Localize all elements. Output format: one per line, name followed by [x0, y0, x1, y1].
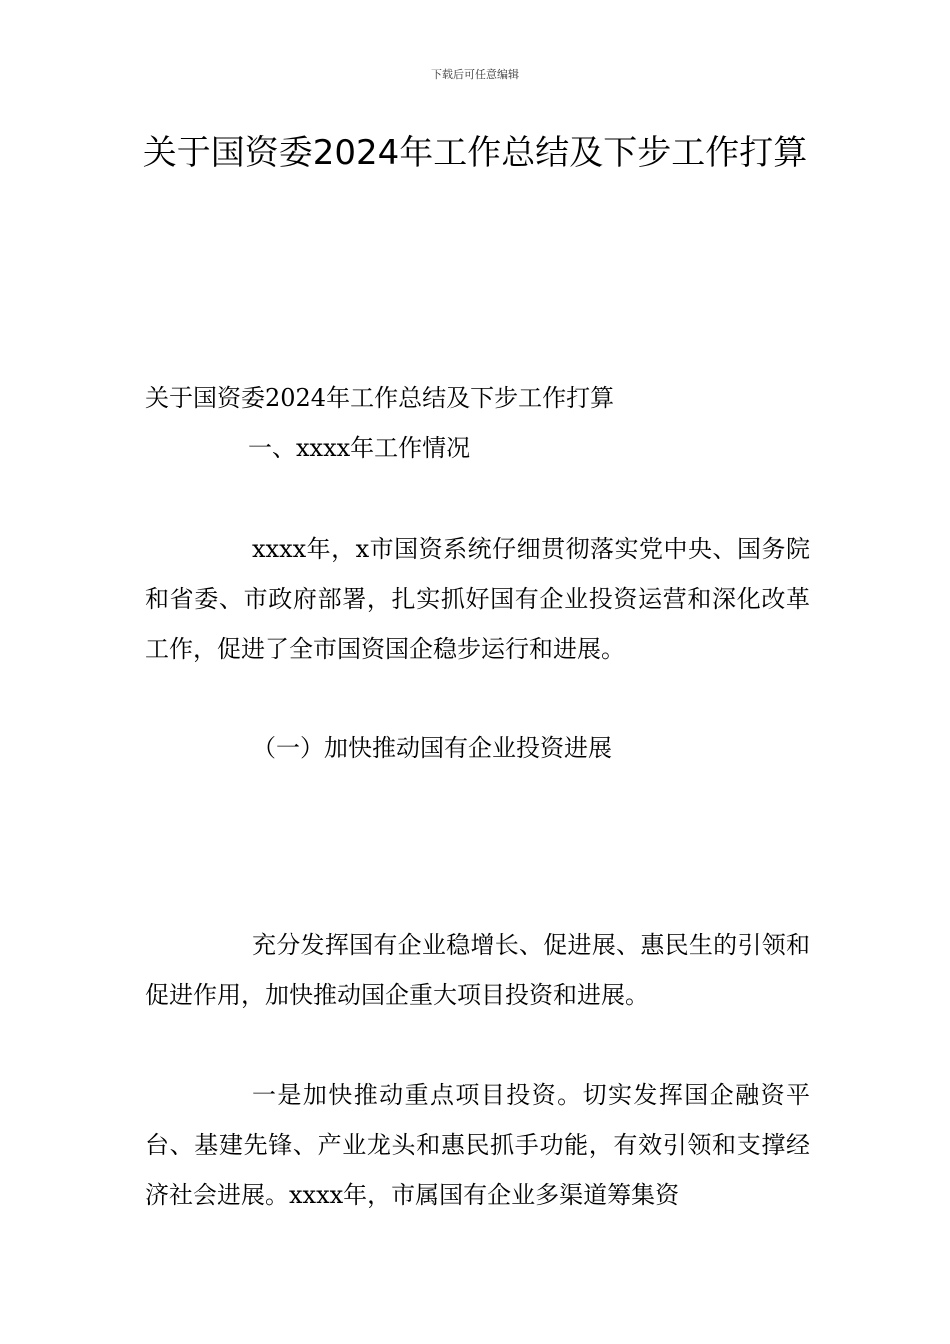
paragraph-1: xxxx年，x市国资系统仔细贯彻落实党中央、国务院和省委、市政府部署，扎实抓好国有企业投资运营和深化改革工作，促进了全市国资国企稳步运行和进展。 [145, 535, 810, 663]
paragraph-3: 一是加快推动重点项目投资。切实发挥国企融资平台、基建先锋、产业龙头和惠民抓手功能，有效引领和支撑经济社会进展。xxxx年，市属国有企业多渠道筹集资 [145, 1081, 810, 1209]
document-subtitle-line: 关于国资委2024年工作总结及下步工作打算 [145, 384, 615, 412]
section-heading: 一、xxxx年工作情况 [248, 434, 471, 462]
paragraph-2: 充分发挥国有企业稳增长、促进展、惠民生的引领和促进作用，加快推动国企重大项目投资和进展。 [145, 931, 810, 1009]
header-note: 下载后可任意编辑 [431, 68, 519, 81]
subsection-heading: （一）加快推动国有企业投资进展 [252, 734, 612, 762]
document-title: 关于国资委2024年工作总结及下步工作打算 [142, 133, 808, 173]
